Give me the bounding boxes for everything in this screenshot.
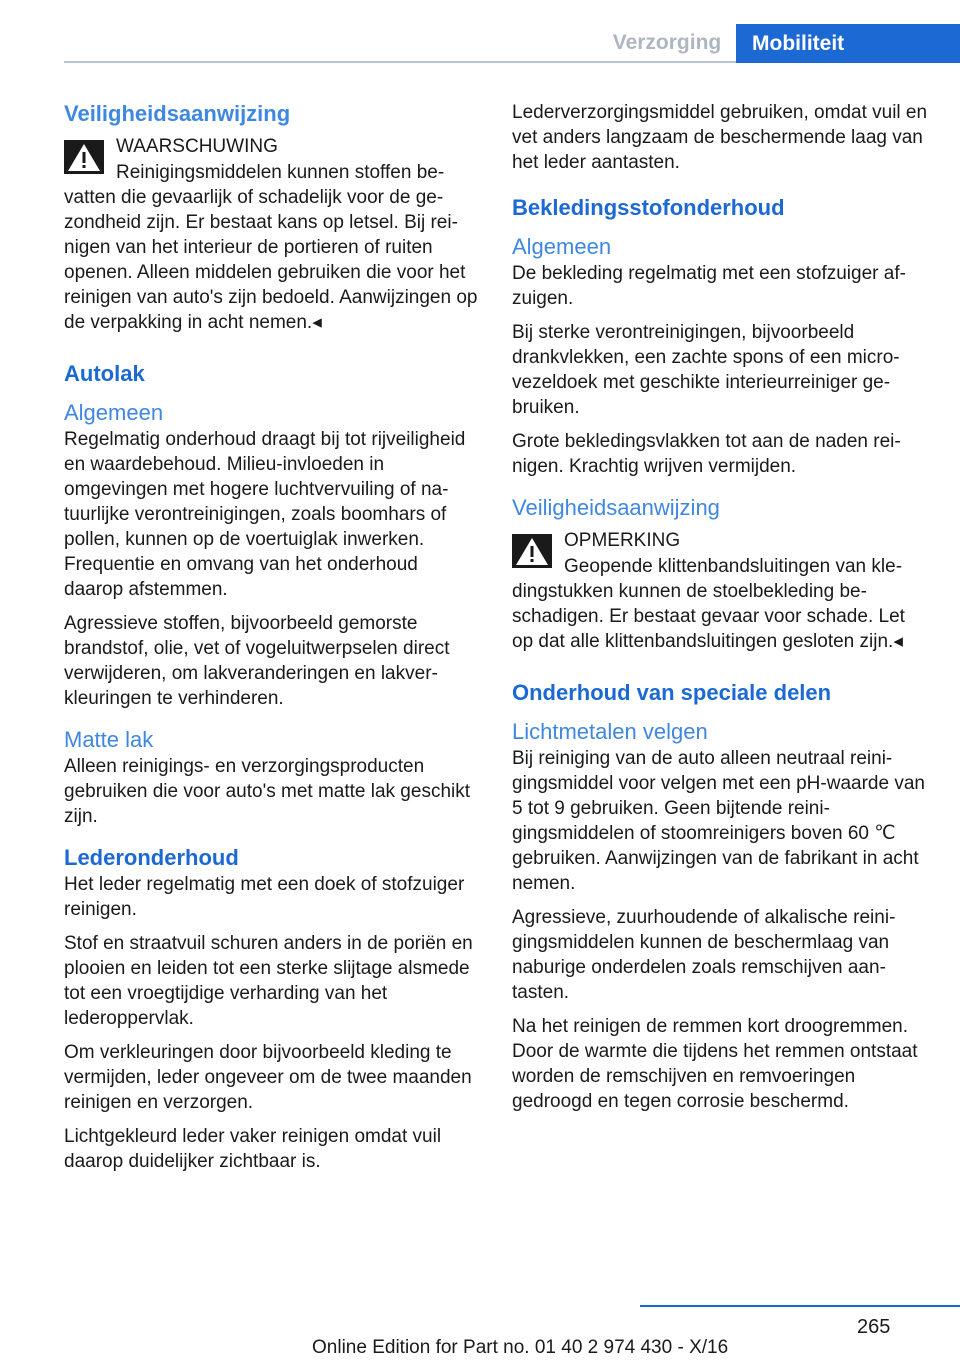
left-column [64,100,478,1189]
warning-icon [64,140,104,174]
section-heading: Onderhoud van speciale delen [512,680,832,705]
subsection-heading: Matte lak [64,727,154,752]
footer-rule [640,1305,960,1307]
section-heading: Veiligheidsaanwijzing [512,495,720,520]
tab-verzorging[interactable]: Verzorging [612,30,722,54]
subsection-heading: Lichtmetalen velgen [512,719,708,744]
notice-box [512,528,930,654]
paragraph: Bij sterke verontreinigingen, bijvoorbeeld drankvlekken, een zachte spons of een microvezeldoek met geschikte interieurreiniger gebruiken. [512,322,900,418]
subsection-heading: Lederonderhoud [64,845,239,870]
section-heading: Bekledingsstofonderhoud [512,195,785,220]
lederonderhoud-section [64,844,478,1174]
paragraph: Lederverzorgingsmiddel gebruiken, omdat vuil en vet anders langzaam de beschermende laag van het leder aantasten. [512,102,928,173]
matte-lak-section [64,726,478,829]
bekleding-section [512,193,930,479]
safety-section-1 [64,100,478,335]
page-number: 265 [857,1316,891,1338]
section-heading: Veiligheidsaanwijzing [64,101,291,126]
paragraph: Grote bekledingsvlakken tot aan de naden reinigen. Krachtig wrijven vermijden. [512,431,901,477]
paragraph: Agressieve stoffen, bijvoorbeeld gemorste brandstof, olie, vet of vogeluitwerpselen direct verwijderen, om lakveranderingen en lakverkleuringen te verhinderen. [64,613,450,709]
section-heading: Autolak [64,361,145,386]
paragraph: Stof en straatvuil schuren anders in de poriën en plooien en leiden tot een sterke slijtage alsmede tot een vroegtijdige verharding van het lederoppervlak. [64,933,473,1029]
subsection-heading: Algemeen [64,400,164,425]
paragraph: Agressieve, zuurhoudende of alkalische reinigingsmiddelen kunnen de beschermlaag van naburige onderdelen zoals remschijven aantasten. [512,907,896,1003]
warning-box [64,134,478,335]
paragraph: De bekleding regelmatig met een stofzuiger afzuigen. [512,263,906,309]
paragraph: Regelmatig onderhoud draagt bij tot rijveiligheid en waardebehoud. Milieu-invloeden in omgevingen met hogere luchtvervuiling of natuurlijke verontreinigingen, zoals boomhars of pollen, kunnen op de voertuiglak inwerken. Frequentie en omvang van het onderhoud daarop afstemmen. [64,429,466,600]
warning-title: WAARSCHUWING [116,136,278,157]
tab-mobiliteit[interactable]: Mobiliteit [736,24,960,63]
autolak-section [64,359,478,711]
edition-footer: Online Edition for Part no. 01 40 2 974 430 - X/16 [312,1337,729,1358]
subsection-heading: Algemeen [512,234,612,259]
safety-section-2 [512,494,930,654]
paragraph: Bij reiniging van de auto alleen neutraal reinigingsmiddel voor velgen met een pH-waarde van 5 tot 9 gebruiken. Geen bijtende reinigingsmiddelen of stoomreinigers boven 60 ℃ gebruiken. Aanwijzingen van de fabrikant in acht nemen. [512,748,925,894]
warning-icon [512,534,552,568]
notice-title: OPMERKING [564,530,681,551]
right-column [512,100,930,1129]
speciale-delen-section [512,678,930,1114]
paragraph: Na het reinigen de remmen kort droogremmen. Door de warmte die tijdens het remmen ontstaat worden de remschijven en remvoeringen gedroogd en tegen corrosie beschermd. [512,1016,918,1112]
paragraph: Het leder regelmatig met een doek of stofzuiger reinigen. [64,874,465,920]
paragraph: Alleen reinigings- en verzorgingsproducten gebruiken die voor auto's met matte lak geschikt zijn. [64,756,471,827]
notice-text: Geopende klittenbandsluitingen van kledingstukken kunnen de stoelbekleding beschadigen. Er bestaat gevaar voor schade. Let op dat alle klittenbandsluitingen gesloten zijn.◂ [512,556,905,652]
paragraph: Om verkleuringen door bijvoorbeeld kleding te vermijden, leder ongeveer om de twee maanden reinigen en verzorgen. [64,1042,472,1113]
paragraph: Lichtgekleurd leder vaker reinigen omdat vuil daarop duidelijker zichtbaar is. [64,1126,442,1172]
warning-text: Reinigingsmiddelen kunnen stoffen bevatten die gevaarlijk of schadelijk voor de gezondheid zijn. Er bestaat kans op letsel. Bij reinigen van het interieur de portieren of ruiten openen. Alleen middelen gebruiken die voor het reinigen van auto's zijn bedoeld. Aanwijzingen op de verpakking in acht nemen.◂ [64,162,478,333]
